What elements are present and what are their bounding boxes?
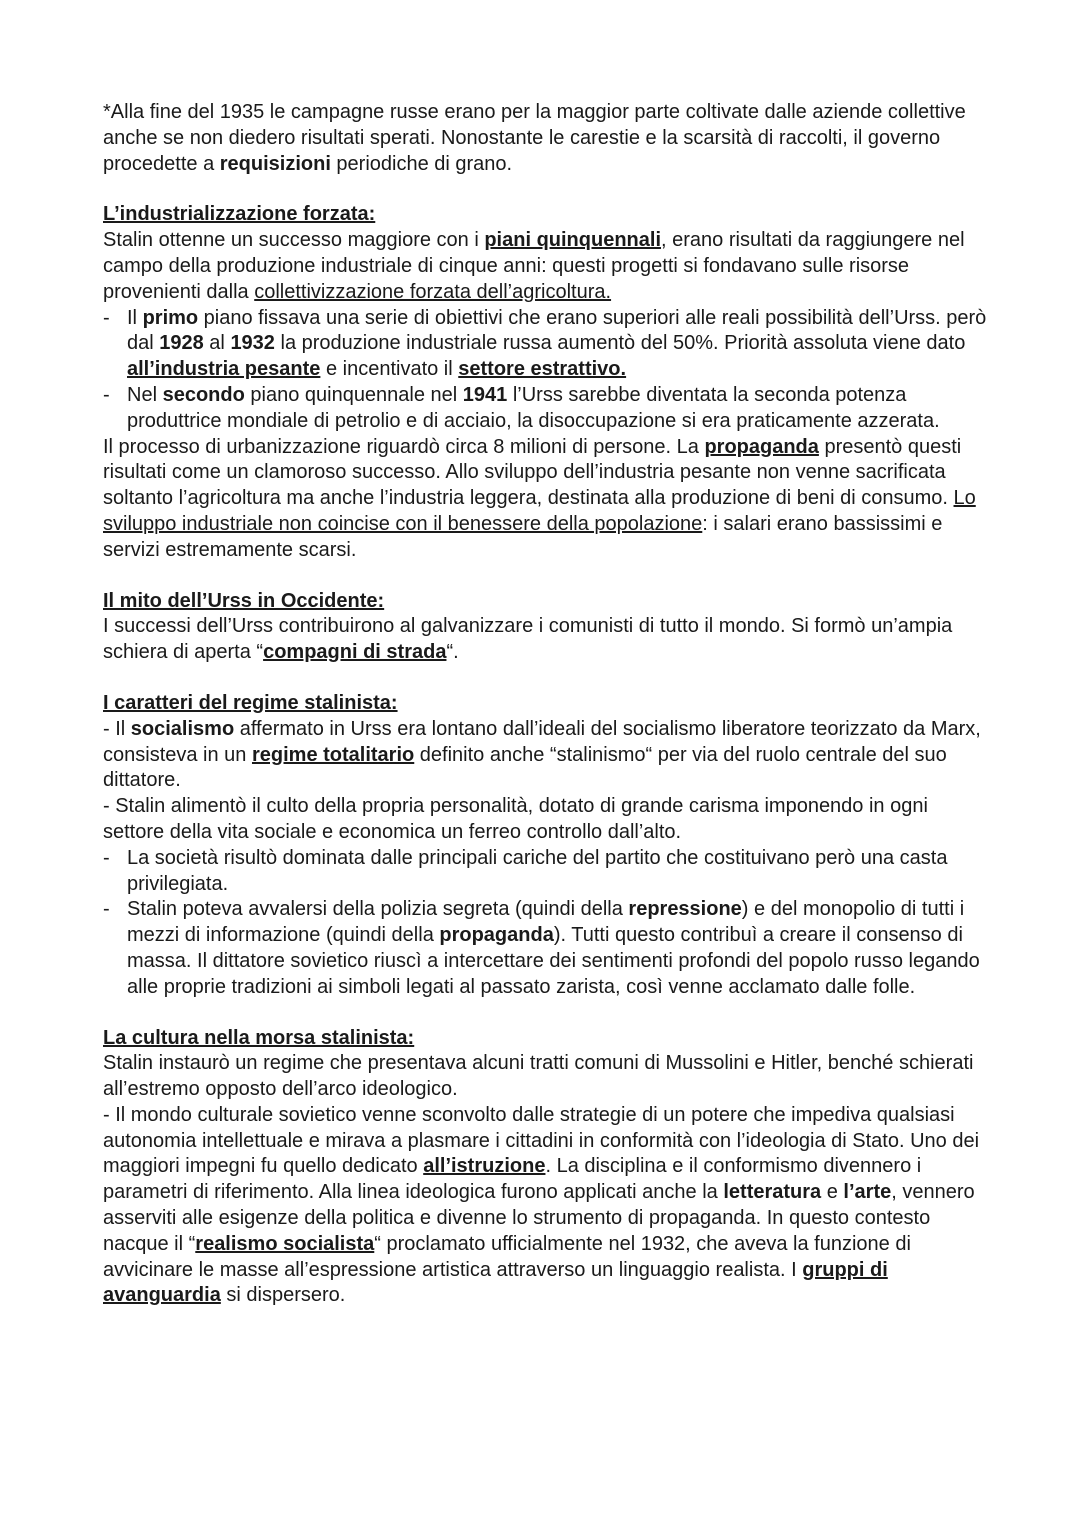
section-paragraph: - Stalin alimentò il culto della propria personalità, dotato di grande carisma imponendo in ogni settore della vita sociale e economica un ferreo controllo dall’alto. xyxy=(103,795,928,843)
document-page xyxy=(103,100,988,1309)
section-heading-industrializzazione: L’industrializzazione forzata: xyxy=(103,203,376,226)
underlined-phrase: collettivizzazione forzata dell’agricoltura. xyxy=(254,280,612,303)
section-heading-mito: Il mito dell’Urss in Occidente: xyxy=(103,589,385,612)
key-term: realismo socialista xyxy=(195,1232,375,1255)
key-term: settore estrattivo. xyxy=(458,358,627,381)
key-term: propaganda xyxy=(704,435,819,458)
bullet-list xyxy=(103,846,988,1001)
key-term: regime totalitario xyxy=(251,743,415,766)
key-term: all’istruzione xyxy=(423,1155,546,1178)
section-heading-cultura: La cultura nella morsa stalinista: xyxy=(103,1026,415,1049)
list-item: - La società risultò dominata dalle principali cariche del partito che costituivano però una casta privilegiata. xyxy=(103,846,988,898)
section-paragraph: Il processo di urbanizzazione riguardò circa 8 milioni di persone. La propaganda presentò questi risultati come un clamoroso successo. Allo sviluppo dell’industria pesante non venne sacrificata soltanto l’agricoltura ma anche l’industria leggera, destinata alla produzione di beni di consumo. Lo sviluppo industriale non coincise con il benessere della popolazione: i salari erano bassissimi e servizi estremamente scarsi. xyxy=(103,435,976,561)
key-term: piani quinquennali xyxy=(484,229,662,252)
section-paragraph: - Il socialismo affermato in Urss era lontano dall’ideali del socialismo liberatore teorizzato da Marx, consisteva in un regime totalitario definito anche “stalinismo“ per via del ruolo centrale del suo dittatore. xyxy=(103,717,981,792)
key-term: all’industria pesante xyxy=(127,358,321,381)
key-term: compagni di strada xyxy=(263,641,447,664)
list-item: - Il primo piano fissava una serie di obiettivi che erano superiori alle reali possibilità dell’Urss. però dal 1928 al 1932 la produzione industriale russa aumentò del 50%. Priorità assoluta viene dato all’industria pesante e incentivato il settore estrattivo. xyxy=(103,306,988,383)
bold-term: requisizioni xyxy=(219,152,331,175)
section-paragraph: Stalin instaurò un regime che presentava alcuni tratti comuni di Mussolini e Hitler, benché schierati all’estremo opposto dell’arco ideologico. xyxy=(103,1052,974,1101)
list-item: - Nel secondo piano quinquennale nel 1941 l’Urss sarebbe diventata la seconda potenza produttrice mondiale di petrolio e di acciaio, la disoccupazione si era praticamente azzerata. xyxy=(103,383,988,435)
underlined-phrase: Lo sviluppo industriale non coincise con il benessere della popolazione xyxy=(103,487,976,535)
key-term: gruppi di avanguardia xyxy=(103,1258,888,1307)
section-paragraph: - Il mondo culturale sovietico venne sconvolto dalle strategie di un potere che impediva qualsiasi autonomia intellettuale e mirava a plasmare i cittadini in conformità con l’ideologia di Stato. Uno dei maggiori impegni fu quello dedicato all’istruzione. La disciplina e il conformismo divennero i parametri di riferimento. Alla linea ideologica furono applicati anche la letteratura e l’arte, vennero asserviti alle esigenze della politica e divenne lo strumento di propaganda. In questo contesto nacque il “realismo socialista“ proclamato ufficialmente nel 1932, che aveva la funzione di avvicinare le masse all’espressione artistica attraverso un linguaggio realista. I gruppi di avanguardia si dispersero. xyxy=(103,1103,980,1307)
bullet-list xyxy=(103,306,988,435)
section-paragraph: Stalin ottenne un successo maggiore con i piani quinquennali, erano risultati da raggiungere nel campo della produzione industriale di cinque anni: questi progetti si fondavano sulle risorse provenienti dalla collettivizzazione forzata dell’agricoltura. xyxy=(103,229,965,303)
intro-paragraph: *Alla fine del 1935 le campagne russe erano per la maggior parte coltivate dalle aziende collettive anche se non diedero risultati sperati. Nonostante le carestie e la scarsità di raccolti, il governo procedette a requisizioni periodiche di grano. xyxy=(103,101,966,175)
list-item: - Stalin poteva avvalersi della polizia segreta (quindi della repressione) e del monopolio di tutti i mezzi di informazione (quindi della propaganda). Tutti questo contribuì a creare il consenso di massa. Il dittatore sovietico riuscì a intercettare dei sentimenti profondi del popolo russo legando alle proprie tradizioni ai simboli legati al passato zarista, così venne acclamato dalle folle. xyxy=(103,897,988,1000)
section-heading-caratteri: I caratteri del regime stalinista: xyxy=(103,691,398,714)
section-paragraph: I successi dell’Urss contribuirono al galvanizzare i comunisti di tutto il mondo. Si formò un’ampia schiera di aperta “compagni di strada“. xyxy=(103,615,953,664)
